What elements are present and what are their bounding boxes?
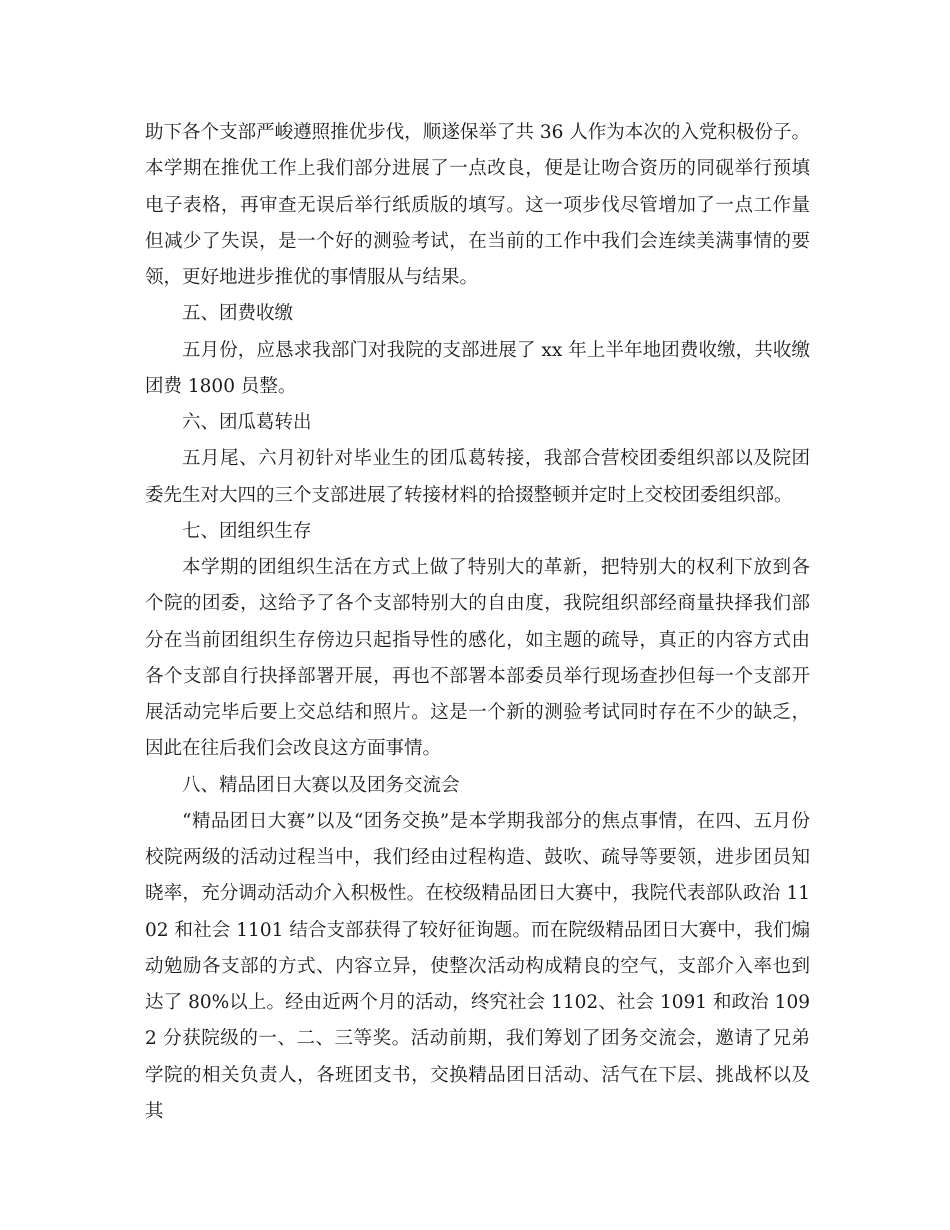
section-heading-membership-transfer: 六、团瓜葛转出 [182,412,312,433]
document-body [145,115,810,1130]
section-heading-league-day-contest: 八、精品团日大赛以及团务交流会 [182,774,460,796]
section-heading-league-fees: 五、团费收缴 [182,303,294,325]
paragraph-membership-transfer: 五月尾、六月初针对毕业生的团瓜葛转接，我部合营校团委组织部以及院团委先生对大四的三个支部进展了转接材料的拾掇整顿并定时上交校团委组织部。 [145,448,810,506]
section-heading-organization-life: 七、团组织生存 [182,520,312,542]
paragraph-league-fees: 五月份，应恳求我部门对我院的支部进展了 xx 年上半年地团费收缴，共收缴团费 1800 员整。 [145,339,810,397]
paragraph-organization-life: 本学期的团组织生活在方式上做了特别大的革新，把特别大的权利下放到各个院的团委，这给予了各个支部特别大的自由度，我院组织部经商量抉择我们部分在当前团组织生存傍边只起指导性的感化，如主题的疏导，真正的内容方式由各个支部自行抉择部署开展，再也不部署本部委员举行现场查抄但每一个支部开展活动完毕后要上交总结和照片。这是一个新的测验考试同时存在不少的缺乏，因此在往后我们会改良这方面事情。 [145,557,810,760]
paragraph-recommendation-continued: 助下各个支部严峻遵照推优步伐，顺遂保举了共 36 人作为本次的入党积极份子。本学期在推优工作上我们部分进展了一点改良，便是让吻合资历的同砚举行预填电子表格，再审查无误后举行纸质版的填写。这一项步伐尽管增加了一点工作量但减少了失误，是一个好的测验考试，在当前的工作中我们会连续美满事情的要领，更好地进步推优的事情服从与结果。 [145,122,810,288]
paragraph-league-day-contest: “精品团日大赛”以及“团务交换”是本学期我部分的焦点事情，在四、五月份校院两级的活动过程当中，我们经由过程构造、鼓吹、疏导等要领，进步团员知晓率，充分调动活动介入积极性。在校级精品团日大赛中，我院代表部队政治 1102 和社会 1101 结合支部获得了较好征询题。而在院级精品团日大赛中，我们煽动勉励各支部的方式、内容立异，使整次活动构成精良的空气，支部介入率也到达了 80%以上。经由近两个月的活动，终究社会 1102、社会 1091 和政治 1092 分获院级的一、二、三等奖。活动前期，我们筹划了团务交流会，邀请了兄弟学院的相关负责人，各班团支书，交换精品团日活动、活气在下层、挑战杯以及其 [145,810,810,1122]
